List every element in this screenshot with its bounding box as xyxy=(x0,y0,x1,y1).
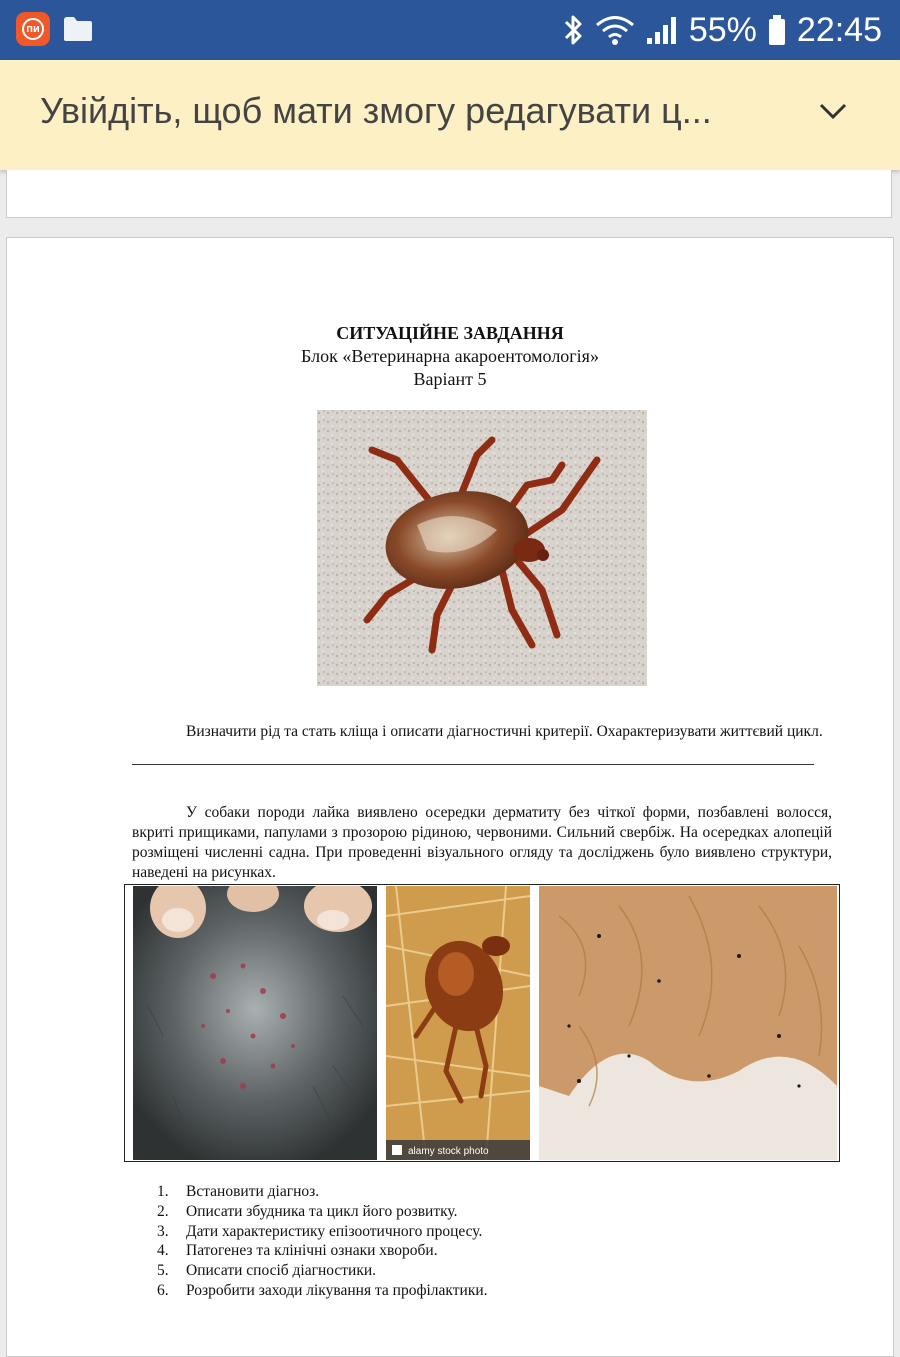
office-app-icon xyxy=(16,12,50,46)
flea-photo xyxy=(386,886,530,1160)
hair-sample-photo xyxy=(539,886,837,1160)
answer-line xyxy=(132,764,814,765)
question-list xyxy=(157,1182,488,1301)
clock-time: 22:45 xyxy=(796,10,882,49)
case-paragraph: У собаки породи лайка виявлено осередки дерматиту без чіткої форми, позбавлені волосся, вкриті прищиками, папулами з прозорою рідиною, червоними. Сильний свербіж. На осередках алопецій розміщені численні садна. При проведенні візуального огляду та досліджень було виявлено структури, наведені на рисунках. xyxy=(132,803,832,881)
task-paragraph: Визначити рід та стать кліща і описати діагностичні критерії. Охарактеризувати життєвий цикл. xyxy=(186,722,823,740)
tick-photo xyxy=(317,410,647,686)
signal-icon xyxy=(645,14,679,46)
sign-in-banner[interactable] xyxy=(0,60,900,170)
wifi-icon xyxy=(595,14,635,46)
sign-in-banner-text: Увійдіть, щоб мати змогу редагувати ц... xyxy=(40,90,712,131)
document-variant: Варіант 5 xyxy=(413,369,487,389)
battery-percent: 55% xyxy=(688,10,757,49)
list-item: 1. Встановити діагноз. xyxy=(157,1183,320,1200)
status-bar xyxy=(0,0,900,60)
previous-page-edge xyxy=(6,170,892,218)
document-page xyxy=(6,237,894,1357)
list-item: 2. Описати збудника та цикл його розвитку. xyxy=(157,1202,458,1220)
list-item: 5. Описати спосіб діагностики. xyxy=(157,1262,377,1280)
list-item: 4. Патогенез та клінічні ознаки хвороби. xyxy=(157,1242,438,1260)
document-block: Блок «Ветеринарна акароентомологія» xyxy=(301,346,599,366)
app-badge-label: ПИ xyxy=(26,24,40,34)
document-title: СИТУАЦІЙНЕ ЗАВДАННЯ xyxy=(336,323,564,343)
dog-skin-lesion-photo xyxy=(133,886,377,1160)
figures-strip xyxy=(124,884,840,1162)
watermark-text: alamy stock photo xyxy=(408,1146,489,1157)
list-item: 6. Розробити заходи лікування та профілактики. xyxy=(157,1281,488,1299)
battery-icon xyxy=(767,13,787,47)
bluetooth-icon xyxy=(563,13,585,47)
title-block xyxy=(7,322,893,391)
folder-icon xyxy=(62,14,94,44)
chevron-down-icon[interactable] xyxy=(818,100,848,122)
list-item: 3. Дати характеристику епізоотичного процесу. xyxy=(157,1222,483,1240)
